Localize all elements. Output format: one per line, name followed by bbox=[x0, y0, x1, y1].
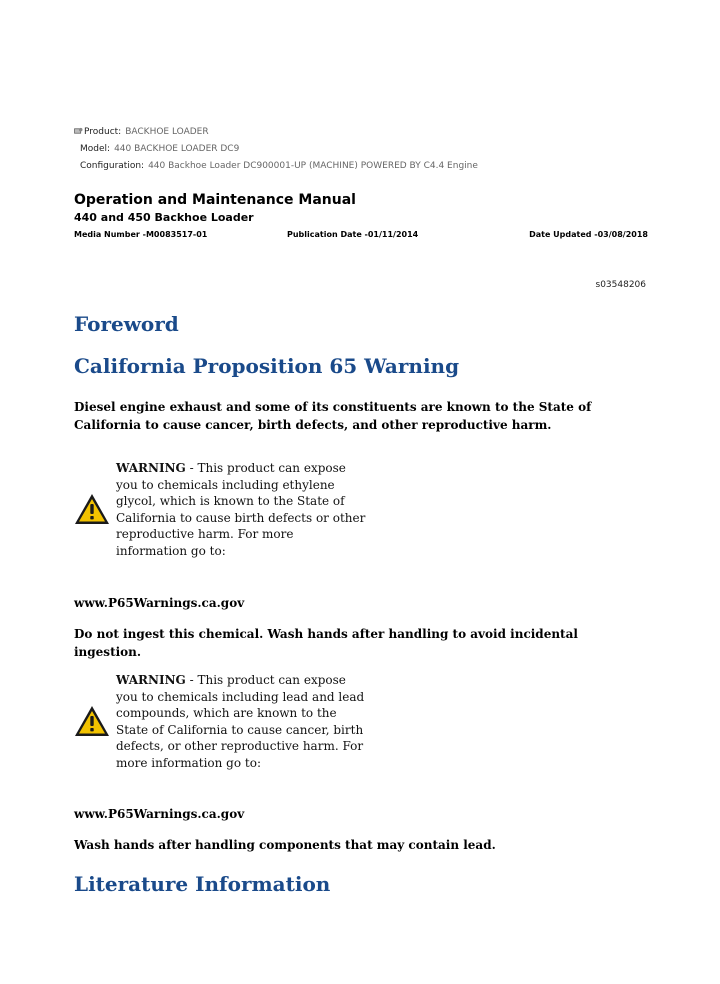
warning-text bbox=[116, 672, 366, 771]
publication-date: Publication Date -01/11/2014 bbox=[287, 230, 419, 239]
wash-paragraph: Wash hands after handling components that may contain lead. bbox=[74, 838, 496, 852]
warning-body: - This product can expose you to chemicals including lead and lead compounds, which are known to the State of California to cause cancer, birth defects, or other reproductive harm. For more information go to: bbox=[116, 673, 365, 770]
configuration-label: Configuration: bbox=[80, 161, 145, 171]
heading-foreword: Foreword bbox=[74, 312, 179, 336]
media-number: Media Number -M0083517-01 bbox=[74, 230, 208, 239]
p65-url: www.P65Warnings.ca.gov bbox=[74, 807, 245, 821]
manual-subtitle: 440 and 450 Backhoe Loader bbox=[74, 211, 254, 224]
warning-triangle-icon bbox=[74, 705, 110, 737]
warning-label: WARNING bbox=[116, 673, 186, 687]
p65-url: www.P65Warnings.ca.gov bbox=[74, 596, 245, 610]
model-value: 440 BACKHOE LOADER DC9 bbox=[114, 144, 240, 154]
product-icon bbox=[74, 127, 83, 135]
product-value: BACKHOE LOADER bbox=[125, 127, 209, 137]
product-label: Product: bbox=[84, 127, 122, 137]
configuration-value: 440 Backhoe Loader DC900001-UP (MACHINE) POWERED BY C4.4 Engine bbox=[148, 161, 478, 171]
intro-paragraph: Diesel engine exhaust and some of its constituents are known to the State of California to cause cancer, birth defects, and other reproductive harm. bbox=[74, 400, 592, 432]
model-line bbox=[80, 144, 239, 154]
configuration-line bbox=[80, 161, 478, 171]
heading-literature-information: Literature Information bbox=[74, 872, 331, 896]
date-updated: Date Updated -03/08/2018 bbox=[529, 230, 648, 239]
document-id: s03548206 bbox=[595, 280, 646, 290]
warning-body: - This product can expose you to chemicals including ethylene glycol, which is known to the State of California to cause birth defects or other reproductive harm. For more information go to: bbox=[116, 461, 366, 558]
product-line bbox=[74, 127, 209, 137]
heading-prop65-warning: California Proposition 65 Warning bbox=[74, 354, 460, 378]
warning-text bbox=[116, 460, 366, 559]
warning-label: WARNING bbox=[116, 461, 186, 475]
warning-triangle-icon bbox=[74, 493, 110, 525]
ingest-paragraph: Do not ingest this chemical. Wash hands after handling to avoid incidental ingestion. bbox=[74, 627, 578, 659]
manual-title: Operation and Maintenance Manual bbox=[74, 192, 356, 208]
model-label: Model: bbox=[80, 144, 111, 154]
